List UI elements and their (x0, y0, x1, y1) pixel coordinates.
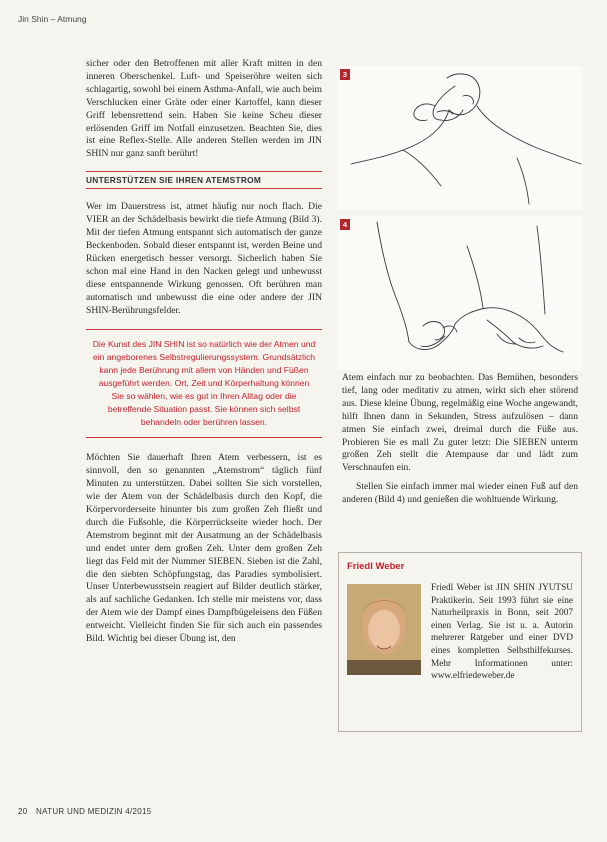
section-heading: UNTERSTÜTZEN SIE IHREN ATEMSTROM (86, 171, 322, 189)
figure-number-badge: 4 (340, 219, 350, 230)
page-footer (18, 807, 152, 816)
magazine-issue: NATUR UND MEDIZIN 4/2015 (36, 807, 152, 816)
left-column (86, 58, 322, 646)
author-portrait (347, 584, 421, 675)
running-head: Jin Shin – Atmung (18, 14, 87, 24)
body-paragraph-4: Stellen Sie einfach immer mal wieder einen Fuß auf den anderen (Bild 4) und genießen die wohltuende Wirkung. (342, 481, 578, 506)
figure-4-feet-illustration (337, 216, 583, 370)
author-box (338, 552, 582, 732)
body-paragraph-1: Wer im Dauerstress ist, atmet häufig nur noch flach. Die VIER an der Schädelbasis bewirkt die tiefe Atmung (Bild 3). Mit der tiefen Atmung entspannt sich automatisch der ganze Beckenboden. Sobald dieser entspannt ist, werden Beine und Rücken energetisch besser versorgt. Sicherlich haben Sie schon mal eine Hand in den Nacken gelegt und unbewusst diese entspannende Wirkung genossen. Oft berühren man automatisch und unbewusst die eine oder andere der JIN SHIN-Berührungsfelder. (86, 201, 322, 316)
figure-number-badge: 3 (340, 69, 350, 80)
portrait-image (347, 584, 421, 675)
page-number: 20 (18, 807, 28, 816)
feet-drawing (337, 216, 583, 370)
pull-quote: Die Kunst des JIN SHIN ist so natürlich wie der Atmen und ein angeborenes Selbstregulierungssystem. Grundsätzlich kann jede Berührung mit allem von Händen und Füßen ausgeführt werden. Ort, Zeit und Körperhaltung können Sie so wählen, wie es gut in Ihren Alltag oder die betreffende Situation passt. Sie können sich selbst behandeln oder berühren lassen. (86, 329, 322, 438)
body-paragraph-3: Atem einfach nur zu beobachten. Das Bemühen, besonders tief, lang oder meditativ zu atmen, wirkt sich eher störend aus. Diese kleine Übung, regelmäßig eine Woche angewandt, hilft Ihnen dann in Sekunden, Stress aufzulösen – dann atmen Sie einfach zwei, dreimal durch die Füße aus. Probieren Sie es mall Zu guter letzt: Die SIEBEN unterm großen Zeh stellt die Atempause dar und lädt zum Verschnaufen ein. (342, 372, 578, 474)
intro-paragraph: sicher oder den Betroffenen mit aller Kraft mitten in den inneren Oberschenkel. Luft- und Speiseröhre weiten sich schlagartig, sowohl bei einem Asthma-Anfall, wie auch beim Verschlucken einer Gräte oder einer Kartoffel, kann dieser Griff lebensrettend sein. Haben Sie keine Scheu dieser erlösenden Griff im Notfall einzusetzen. Beachten Sie, dies ist eine Reflex-Stelle. Alle anderen Stellen werden im JIN SHIN nur ganz sanft berührt! (86, 58, 322, 160)
figure-3-neck-illustration (337, 66, 583, 210)
neck-touch-drawing (337, 66, 583, 210)
author-bio: Friedl Weber ist JIN SHIN JYUTSU Praktikerin. Seit 1993 führt sie eine Naturheilpraxis in Bonn, seit 2007 einen Verlag. Sie ist u. a. Autorin mehrerer Ratgeber und einer DVD eines kompletten Selbsthilfekurses. Mehr Informationen unter: www.elfriedeweber.de (431, 583, 573, 682)
body-paragraph-2: Möchten Sie dauerhaft Ihren Atem verbessern, ist es sinnvoll, den so genannten „Atemstrom“ täglich fünf Minuten zu unterstützen. Dabei sollten Sie sich vorstellen, wie der Atem von der Schädelbasis durch den Kopf, die Körpervorderseite hinunter bis zum großen Zeh fließt und durch die Fußsohle, die Körperrückseite wieder hoch. Der Atemstrom beginnt mit der Ausatmung an der Schädelbasis und endet unter dem großen Zeh. Unter dem großen Zeh liegt das Feld mit der Nummer SIEBEN. Sieben ist die Zahl, die den siebten Schöpfungstag, das Paradies symbolisiert. Unser Unterbewusstsein reagiert auf Bilder deutlich stärker, als auf sachliche Gedanken. Ich stelle mir meistens vor, dass der Atem wie der Dampf eines Dampfbügeleisens den Füßen entweicht. Vielleicht finden Sie für sich auch ein passendes Bild. Wichtig bei dieser Übung ist, den (86, 452, 322, 645)
right-column (342, 372, 578, 507)
author-name: Friedl Weber (347, 561, 405, 572)
